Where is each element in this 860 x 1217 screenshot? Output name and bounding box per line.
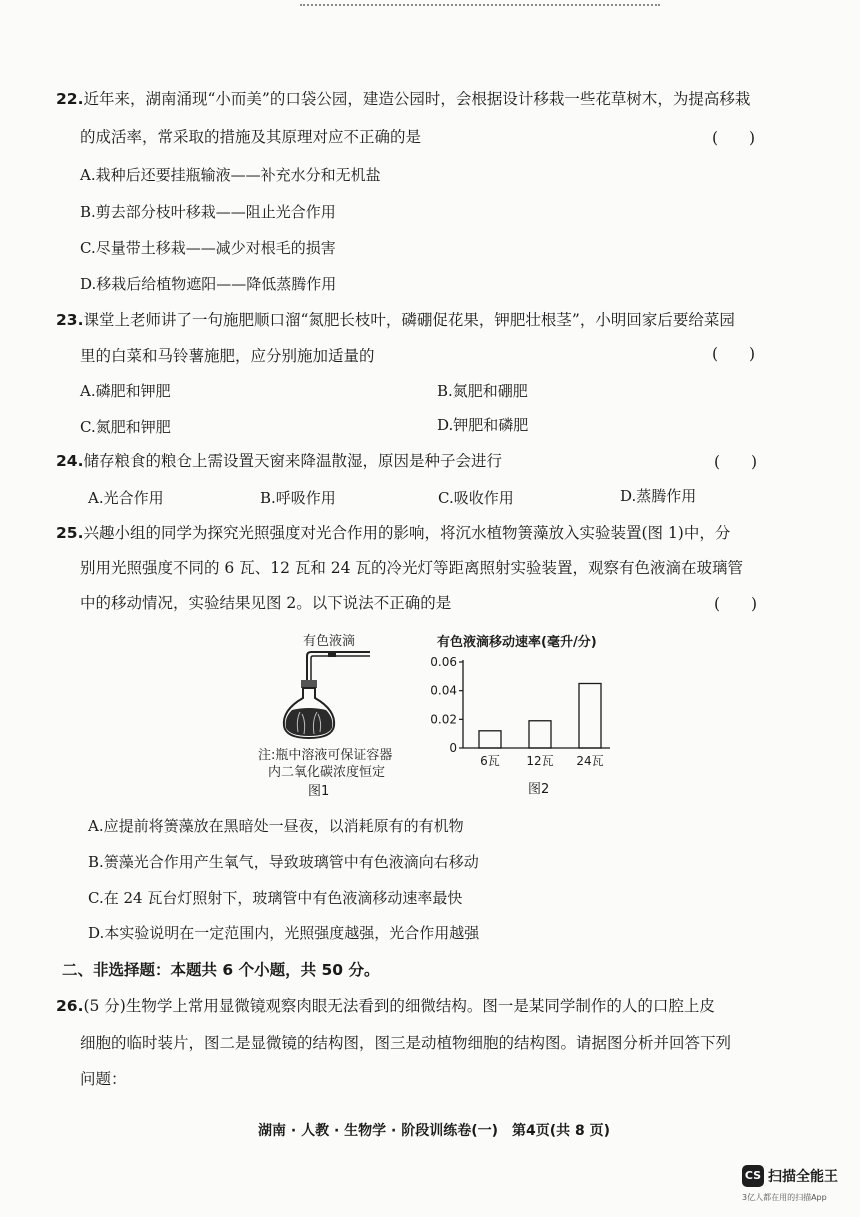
- q26-line2: 细胞的临时装片，图二是显微镜的结构图，图三是动植物细胞的结构图。请据图分析并回答下列: [80, 1034, 732, 1052]
- flask-apparatus-illustration: [270, 648, 380, 740]
- q22-line1: [56, 88, 750, 110]
- q26-number: 26.: [56, 997, 84, 1015]
- camscanner-logo: CS: [742, 1165, 764, 1187]
- bar-1: [479, 731, 501, 748]
- q25-line3: 中的移动情况，实验结果见图 2。以下说法不正确的是: [80, 594, 452, 612]
- fig1-note-line1: 注:瓶中溶液可保证容器: [258, 748, 393, 763]
- fig1-note-line2: 内二氧化碳浓度恒定: [268, 765, 386, 780]
- q24-line1: [56, 450, 502, 472]
- fig1-caption: 图1: [308, 784, 330, 799]
- q23-answer-paren: ( ): [712, 345, 756, 363]
- chart-bars: [479, 684, 601, 749]
- q23-number: 23.: [56, 311, 84, 329]
- q22-option-a: A.栽种后还要挂瓶输液——补充水分和无机盐: [80, 166, 381, 184]
- q24-number: 24.: [56, 452, 84, 470]
- chart-title: 有色液滴移动速率(毫升/分): [437, 635, 597, 650]
- q25-text1: 兴趣小组的同学为探究光照强度对光合作用的影响，将沉水植物箦藻放入实验装置(图 1)中，分: [83, 524, 731, 542]
- q23-option-c: C.氮肥和钾肥: [80, 418, 171, 436]
- q22-text1: 近年来，湖南涌现“小而美”的口袋公园，建造公园时，会根据设计移栽一些花草树木，为提高移栽: [83, 90, 751, 108]
- q22-option-d: D.移栽后给植物遮阳——降低蒸腾作用: [80, 275, 337, 293]
- x-tick-label: 6瓦: [480, 754, 500, 768]
- chart-y-ticks: [430, 655, 463, 755]
- q23-option-d: D.钾肥和磷肥: [437, 416, 529, 434]
- page-footer: 湖南 · 人教 · 生物学 · 阶段训练卷(一) 第4页(共 8 页): [258, 1123, 611, 1139]
- q23-line1: [56, 309, 735, 331]
- q24-option-a: A.光合作用: [88, 489, 164, 507]
- fig2-bar-chart: [425, 630, 625, 775]
- camscanner-name: 扫描全能王: [768, 1169, 838, 1185]
- y-tick-label: 0: [449, 741, 457, 755]
- top-dotted-border: [300, 4, 660, 6]
- x-tick-label: 24瓦: [576, 754, 604, 768]
- q25-number: 25.: [56, 524, 84, 542]
- q23-option-a: A.磷肥和钾肥: [80, 382, 171, 400]
- q24-option-d: D.蒸腾作用: [620, 487, 697, 505]
- camscanner-tagline: 3亿人都在用的扫描App: [742, 1193, 827, 1202]
- q25-option-c: C.在 24 瓦台灯照射下，玻璃管中有色液滴移动速率最快: [88, 889, 463, 907]
- q25-line2: 别用光照强度不同的 6 瓦、12 瓦和 24 瓦的冷光灯等距离照射实验装置，观察有色液滴在玻璃管: [80, 559, 743, 577]
- q24-option-b: B.呼吸作用: [260, 489, 336, 507]
- bar-3: [579, 684, 601, 749]
- q25-option-d: D.本实验说明在一定范围内，光照强度越强，光合作用越强: [88, 924, 480, 942]
- bar-2: [529, 721, 551, 748]
- chart-x-labels: [480, 754, 603, 768]
- q24-text1: 储存粮食的粮仓上需设置天窗来降温散湿，原因是种子会进行: [83, 452, 502, 470]
- y-tick-label: 0.04: [430, 683, 457, 698]
- q25-option-b: B.箦藻光合作用产生氧气，导致玻璃管中有色液滴向右移动: [88, 853, 479, 871]
- section-two-heading: 二、非选择题：本题共 6 个小题，共 50 分。: [62, 961, 380, 979]
- q22-answer-paren: ( ): [712, 129, 756, 147]
- q22-number: 22.: [56, 90, 84, 108]
- q26-line3: 问题：: [80, 1070, 127, 1088]
- q25-option-a: A.应提前将箦藻放在黑暗处一昼夜，以消耗原有的有机物: [88, 817, 464, 835]
- q25-line1: [56, 522, 730, 544]
- q23-line2: 里的白菜和马铃薯施肥，应分别施加适量的: [80, 347, 375, 365]
- q25-answer-paren: ( ): [714, 595, 758, 613]
- y-tick-label: 0.06: [430, 655, 457, 669]
- q22-option-b: B.剪去部分枝叶移栽——阻止光合作用: [80, 203, 336, 221]
- q23-option-b: B.氮肥和硼肥: [437, 382, 528, 400]
- fig2-caption: 图2: [528, 782, 550, 797]
- q22-option-c: C.尽量带土移栽——减少对根毛的损害: [80, 239, 336, 257]
- q24-answer-paren: ( ): [714, 453, 758, 471]
- q22-line2: 的成活率，常采取的措施及其原理对应不正确的是: [80, 128, 422, 146]
- fig1-droplet-label: 有色液滴: [303, 634, 356, 649]
- x-tick-label: 12瓦: [526, 754, 554, 768]
- q26-line1: [56, 995, 715, 1017]
- y-tick-label: 0.02: [430, 712, 457, 727]
- q26-text1: (5 分)生物学上常用显微镜观察肉眼无法看到的细微结构。图一是某同学制作的人的口腔上皮: [83, 997, 715, 1015]
- q23-text1: 课堂上老师讲了一句施肥顺口溜“氮肥长枝叶，磷硼促花果，钾肥壮根茎”，小明回家后要给菜园: [83, 311, 735, 329]
- q24-option-c: C.吸收作用: [438, 489, 514, 507]
